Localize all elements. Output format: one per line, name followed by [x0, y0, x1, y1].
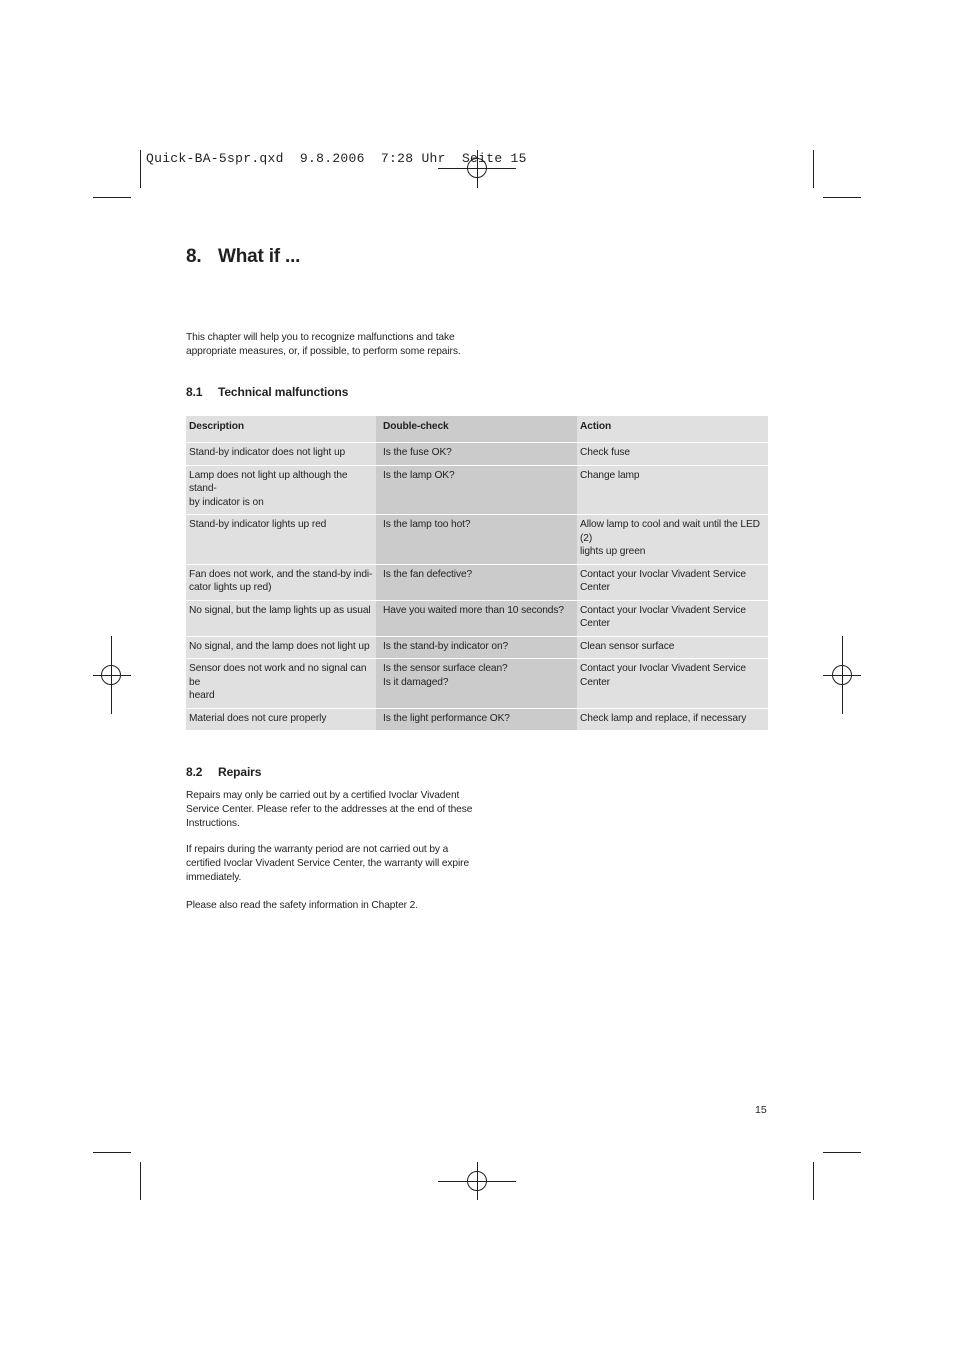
cell-double-check: [376, 443, 577, 466]
cell-text: Contact your Ivoclar Vivadent Service: [580, 604, 746, 616]
cell-action: [577, 636, 768, 659]
chapter-number: 8.: [186, 246, 202, 267]
cell-text: heard: [189, 690, 215, 701]
table-row: [186, 600, 768, 636]
table-row: [186, 708, 768, 731]
cell-text: lights up green: [580, 546, 646, 557]
table-row: [186, 659, 768, 709]
cell-description: [186, 636, 376, 659]
page-number: 15: [755, 1104, 767, 1116]
cell-text: Is it damaged?: [383, 676, 449, 688]
cell-text: Stand-by indicator does not light up: [189, 447, 346, 458]
cell-text: Is the sensor surface clean?: [383, 663, 508, 674]
cell-double-check: [376, 515, 577, 565]
table-row: [186, 564, 768, 600]
cell-text: Material does not cure properly: [189, 712, 327, 724]
cell-action: [577, 564, 768, 600]
cell-text: Contact your Ivoclar Vivadent Service: [580, 568, 746, 580]
repairs-paragraph-1: [186, 789, 472, 831]
file-slug: Quick-BA-5spr.qxd 9.8.2006 7:28 Uhr Seite 15: [146, 151, 527, 166]
table-row: [186, 465, 768, 515]
cell-text: Stand-by indicator lights up red: [189, 519, 327, 530]
intro-paragraph: [186, 331, 461, 359]
cell-description: [186, 659, 376, 709]
cell-action: [577, 708, 768, 731]
crop-mark-bottom-right-h: [823, 1152, 861, 1153]
cell-text: Lamp does not light up although the stand-: [189, 469, 348, 494]
text-line: If repairs during the warranty period are not carried out by a: [186, 844, 449, 855]
section-heading-technical-malfunctions: [186, 385, 348, 399]
text-line: This chapter will help you to recognize malfunctions and take: [186, 332, 455, 343]
text-line: Service Center. Please refer to the addresses at the end of these: [186, 804, 473, 815]
crop-mark-top-left-v: [140, 150, 141, 188]
cell-text: Center: [580, 618, 610, 629]
text-line: appropriate measures, or, if possible, to perform some repairs.: [186, 346, 461, 357]
cell-action: [577, 443, 768, 466]
cell-text: by indicator is on: [189, 496, 264, 508]
cell-description: [186, 443, 376, 466]
column-header-action: Action: [577, 416, 768, 443]
cell-description: [186, 600, 376, 636]
cell-text: Allow lamp to cool and wait until the LED (2): [580, 519, 760, 544]
cell-text: Center: [580, 676, 610, 688]
column-header-double-check: Double-check: [376, 416, 577, 443]
crop-mark-bottom-left-h: [93, 1152, 131, 1153]
cell-description: [186, 708, 376, 731]
cell-double-check: [376, 564, 577, 600]
section-title: Technical malfunctions: [218, 385, 349, 399]
cell-action: [577, 515, 768, 565]
cell-double-check: [376, 600, 577, 636]
cell-text: cator lights up red): [189, 582, 272, 593]
cell-double-check: [376, 636, 577, 659]
repairs-paragraph-3: [186, 899, 418, 913]
text-line: Repairs may only be carried out by a certified Ivoclar Vivadent: [186, 790, 460, 801]
text-line: immediately.: [186, 872, 242, 883]
cell-text: Fan does not work, and the stand-by indi-: [189, 568, 373, 580]
table-row: [186, 636, 768, 659]
malfunctions-table: [186, 416, 768, 731]
cell-text: No signal, and the lamp does not light up: [189, 640, 370, 652]
section-number: 8.2: [186, 765, 203, 779]
cell-text: Sensor does not work and no signal can be: [189, 663, 367, 688]
column-header-description: Description: [186, 416, 376, 443]
table-header-row: [186, 416, 768, 443]
cell-description: [186, 564, 376, 600]
cell-text: No signal, but the lamp lights up as usual: [189, 604, 371, 616]
cell-text: Is the lamp too hot?: [383, 519, 471, 530]
text-line: certified Ivoclar Vivadent Service Center, the warranty will expire: [186, 858, 470, 869]
cell-action: [577, 600, 768, 636]
text-line: Please also read the safety information in Chapter 2.: [186, 900, 418, 911]
cell-text: Is the lamp OK?: [383, 469, 455, 481]
cell-text: Check lamp and replace, if necessary: [580, 712, 747, 724]
chapter-title-text: What if ...: [218, 246, 301, 267]
cell-text: Clean sensor surface: [580, 640, 675, 652]
table-row: [186, 515, 768, 565]
cell-text: Check fuse: [580, 447, 630, 458]
text-line: Instructions.: [186, 818, 240, 829]
repairs-paragraph-2: [186, 843, 469, 885]
cell-action: [577, 659, 768, 709]
section-number: 8.1: [186, 385, 203, 399]
cell-text: Contact your Ivoclar Vivadent Service: [580, 663, 746, 674]
table-row: [186, 443, 768, 466]
cell-text: Change lamp: [580, 469, 640, 481]
cell-action: [577, 465, 768, 515]
crop-mark-top-right-h: [823, 197, 861, 198]
cell-text: Have you waited more than 10 seconds?: [383, 604, 564, 616]
crop-mark-bottom-left-v: [140, 1162, 141, 1200]
crop-mark-bottom-right-v: [813, 1162, 814, 1200]
cell-double-check: [376, 708, 577, 731]
cell-description: [186, 465, 376, 515]
cell-text: Is the stand-by indicator on?: [383, 640, 509, 652]
chapter-title: [186, 246, 300, 268]
section-heading-repairs: [186, 765, 261, 779]
cell-double-check: [376, 659, 577, 709]
cell-description: [186, 515, 376, 565]
cell-text: Is the fan defective?: [383, 568, 473, 580]
crop-mark-top-left-h: [93, 197, 131, 198]
cell-text: Is the fuse OK?: [383, 447, 452, 458]
cell-text: Is the light performance OK?: [383, 712, 510, 724]
section-title: Repairs: [218, 765, 262, 779]
crop-mark-top-right-v: [813, 150, 814, 188]
cell-double-check: [376, 465, 577, 515]
cell-text: Center: [580, 582, 610, 593]
